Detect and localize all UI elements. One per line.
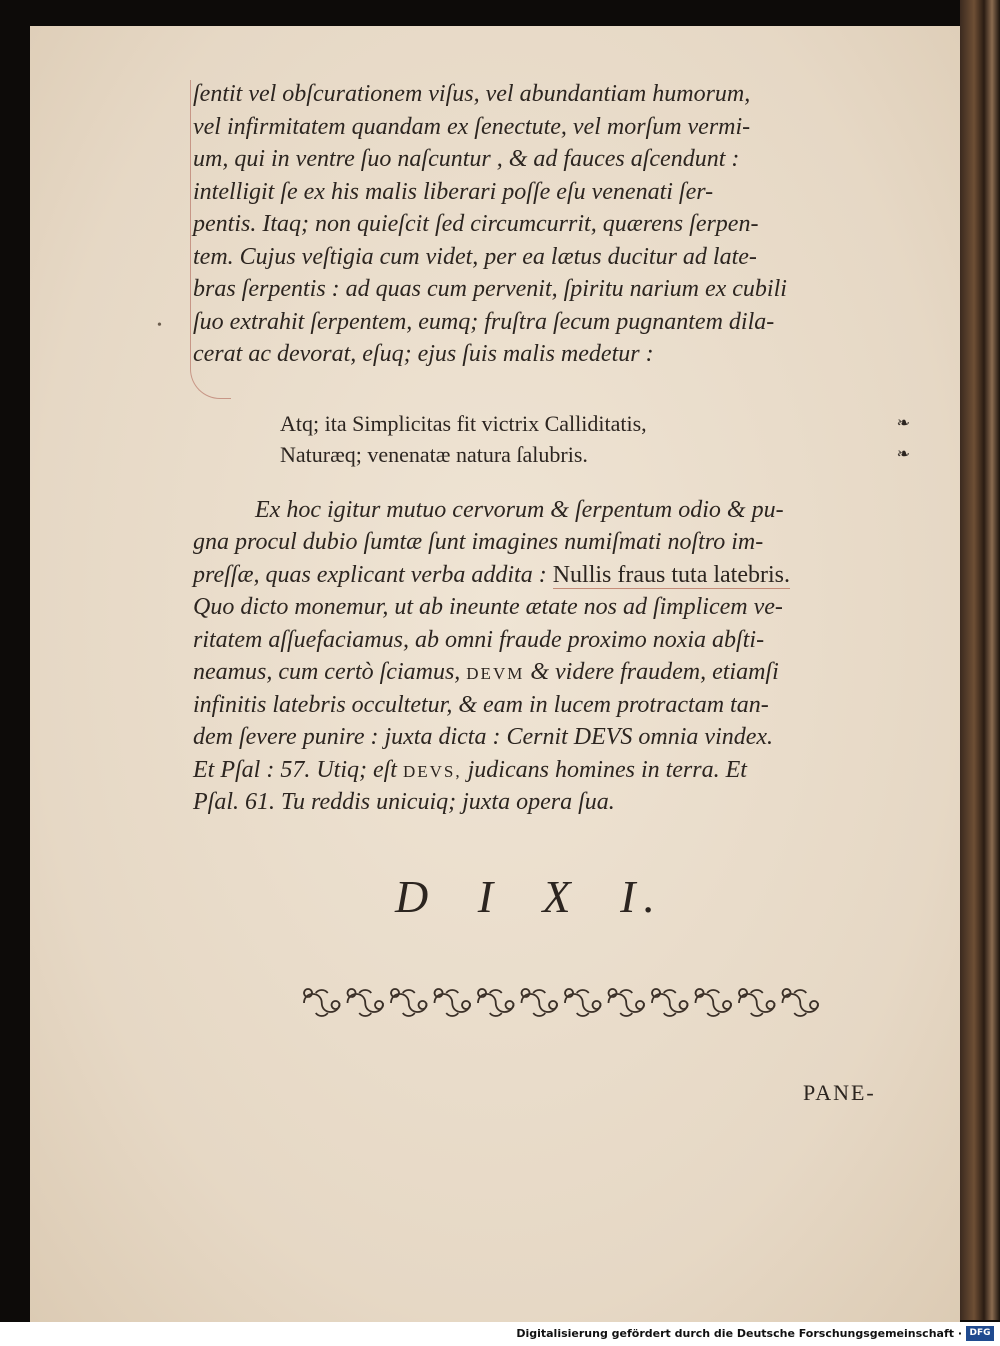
dfg-logo: DFG	[966, 1326, 994, 1341]
book-binding-edge	[960, 0, 1000, 1320]
ornament-scroll	[609, 989, 645, 1016]
margin-mark: •	[157, 318, 162, 333]
verse-line: Atq; ita Simplicitas fit victrix Calliditatis,	[280, 411, 647, 436]
text-line	[193, 559, 913, 592]
dixi-heading: D I X I.	[395, 871, 663, 922]
text-line	[193, 754, 913, 787]
text-line: infinitis latebris occultetur, & eam in lucem protractam tan-	[193, 691, 769, 718]
verse-line: Naturæq; venenatæ natura ſalubris.	[280, 442, 588, 467]
text-line: ſuo extrahit ſerpentem, eumq; fruſtra ſecum pugnantem dila-	[193, 308, 775, 335]
ornament-scroll	[522, 989, 558, 1016]
ornament-scroll	[478, 989, 514, 1016]
footer-credit: Digitalisierung gefördert durch die Deutsche Forschungsgemeinschaft ·	[516, 1327, 962, 1340]
decorative-ornament-band	[300, 983, 822, 1023]
ornament-scroll	[348, 989, 384, 1016]
text-line: dem ſevere punire : juxta dicta : Cernit DEVS omnia vindex.	[193, 724, 774, 750]
text-segment: neamus, cum certò ſciamus,	[193, 659, 461, 685]
text-line: gna procul dubio ſumtæ ſunt imagines numiſmati noſtro im-	[193, 529, 764, 555]
paragraph-2-body	[193, 526, 913, 819]
paragraph-2	[255, 494, 915, 527]
text-line: Ex hoc igitur mutuo cervorum & ſerpentum odio & pu-	[255, 497, 784, 523]
text-line: um, qui in ventre ſuo naſcuntur , & ad fauces aſcendunt :	[193, 146, 740, 172]
deus-small-caps: DEVS,	[402, 761, 462, 781]
paragraph-1	[193, 78, 913, 371]
verse-couplet	[280, 408, 910, 470]
ornament-scroll	[565, 989, 601, 1016]
text-line: Quo dicto monemur, ut ab ineunte ætate nos ad ſimplicem ve-	[193, 594, 783, 620]
text-segment: & videre fraudem, etiamſi	[530, 659, 779, 685]
footer-bar	[0, 1322, 1000, 1346]
ornament-scroll	[391, 989, 427, 1016]
text-line: cerat ac devorat, eſuq; ejus ſuis malis medetur :	[193, 341, 654, 367]
text-line: ſentit vel obſcurationem viſus, vel abundantiam humorum,	[193, 81, 751, 107]
ornament-scroll	[652, 989, 688, 1016]
catchword: PANE-	[803, 1080, 876, 1105]
ornament-scroll	[739, 989, 775, 1016]
deum-small-caps: DEVM	[466, 664, 525, 683]
text-line: vel infirmitatem quandam ex ſenectute, vel morſum vermi-	[193, 113, 751, 140]
text-line: bras ſerpentis : ad quas cum pervenit, ſpiritu narium ex cubili	[193, 276, 787, 302]
text-line: ritatem aſſuefaciamus, ab omni fraude proximo noxia abſti-	[193, 626, 765, 653]
text-segment: judicans homines in terra. Et	[467, 756, 747, 783]
ornament-scroll	[435, 989, 471, 1016]
text-line	[193, 656, 913, 689]
text-line: tem. Cujus veſtigia cum videt, per ea lætus ducitur ad late-	[193, 243, 757, 270]
ornament-scroll	[304, 989, 340, 1016]
text-line: intelligit ſe ex his malis liberari poſſe eſu venenati ſer-	[193, 178, 714, 205]
ornament-scroll	[783, 989, 819, 1016]
text-segment: Et Pſal : 57. Utiq; eſt	[193, 756, 397, 783]
verse-mark: ❧	[896, 415, 910, 432]
text-line: Pſal. 61. Tu reddis unicuiq; juxta opera ſua.	[193, 789, 615, 815]
ornament-scroll	[696, 989, 732, 1016]
motto-text: Nullis fraus tuta latebris.	[552, 561, 790, 588]
verse-mark: ❧	[896, 446, 910, 463]
text-segment: preſſæ, quas explicant verba addita :	[193, 561, 547, 588]
text-line: pentis. Itaq; non quieſcit ſed circumcurrit, quærens ſerpen-	[193, 211, 759, 237]
